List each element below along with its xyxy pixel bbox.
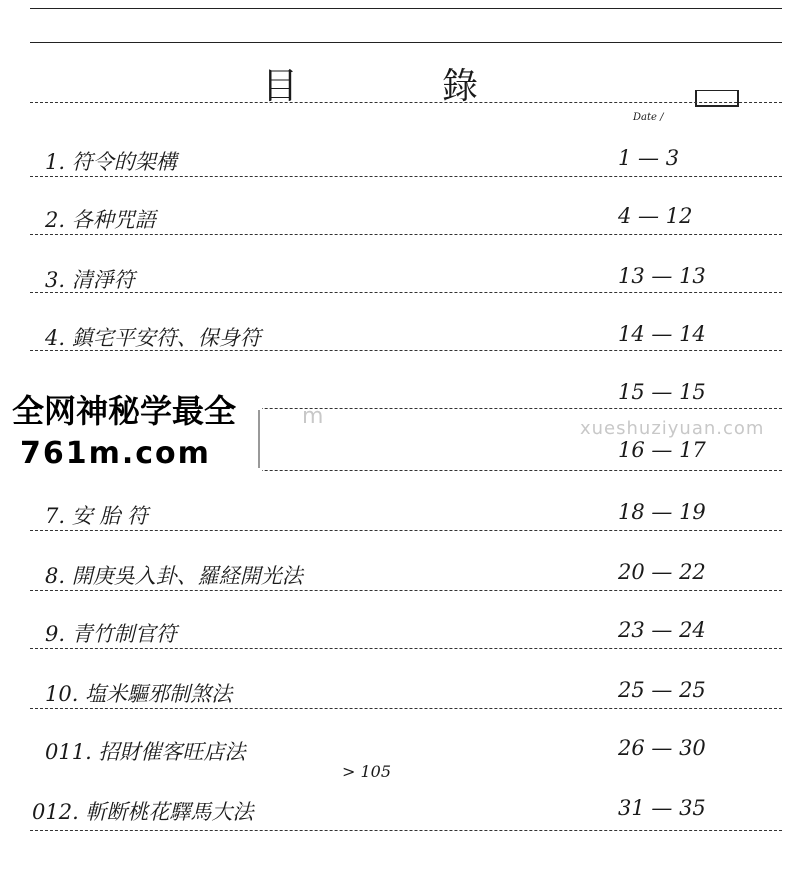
toc-pages: 14 — 14: [618, 322, 706, 346]
toc-label: 8. 開庚吳入卦、羅経開光法: [45, 564, 303, 588]
ruled-line: [30, 530, 782, 531]
toc-label: 3. 清淨符: [45, 268, 135, 292]
watermark-text: 全网神秘学最全: [12, 392, 237, 430]
toc-row: [0, 790, 812, 830]
watermark-url: 761m.com: [20, 436, 211, 471]
toc-pages: 15 — 15: [618, 380, 706, 404]
date-label: Date /: [633, 112, 664, 123]
box-mark: [695, 90, 739, 107]
toc-label: 9. 青竹制官符: [45, 622, 177, 646]
ruled-line: [30, 8, 782, 9]
toc-label: 7. 安 胎 符: [45, 504, 149, 528]
toc-pages: 25 — 25: [618, 678, 706, 702]
ruled-line: [30, 350, 782, 351]
ruled-line: [30, 234, 782, 235]
ruled-line: [30, 708, 782, 709]
toc-row: [0, 730, 812, 770]
toc-label: 1. 符令的架構: [45, 150, 177, 174]
watermark-fragment: m: [302, 404, 324, 429]
ruled-line: [30, 292, 782, 293]
toc-row: [0, 198, 812, 238]
ruled-line: [30, 648, 782, 649]
toc-pages: 18 — 19: [618, 500, 706, 524]
toc-pages: 13 — 13: [618, 264, 706, 288]
toc-row: [0, 494, 812, 534]
toc-row: [0, 672, 812, 712]
watermark-site: xueshuziyuan.com: [580, 418, 765, 439]
toc-pages: 31 — 35: [618, 796, 706, 820]
toc-label: 2. 各种咒語: [45, 208, 156, 232]
ruled-line: [30, 590, 782, 591]
toc-label: 10. 塩米驅邪制煞法: [45, 682, 233, 706]
toc-row: [0, 140, 812, 180]
title-char-1: 目: [262, 66, 301, 107]
margin-note: > 105: [342, 762, 392, 781]
page-title: [0, 58, 812, 108]
toc-label: 011. 招財催客旺店法: [45, 740, 246, 764]
toc-pages: 23 — 24: [618, 618, 706, 642]
toc-pages: 4 — 12: [618, 204, 693, 228]
toc-row: [0, 612, 812, 652]
toc-label: 4. 鎮宅平安符、保身符: [45, 326, 261, 350]
toc-row: [0, 554, 812, 594]
toc-pages: 16 — 17: [618, 438, 706, 462]
ruled-line: [30, 176, 782, 177]
toc-pages: 26 — 30: [618, 736, 706, 760]
ruled-line: [30, 102, 782, 103]
ruled-line: [30, 830, 782, 831]
title-char-2: 錄: [442, 66, 481, 107]
watermark-divider: [258, 410, 260, 468]
ruled-line: [30, 42, 782, 43]
toc-pages: 20 — 22: [618, 560, 706, 584]
toc-label: 012. 斬断桃花驛馬大法: [32, 800, 254, 824]
toc-pages: 1 — 3: [618, 146, 680, 170]
